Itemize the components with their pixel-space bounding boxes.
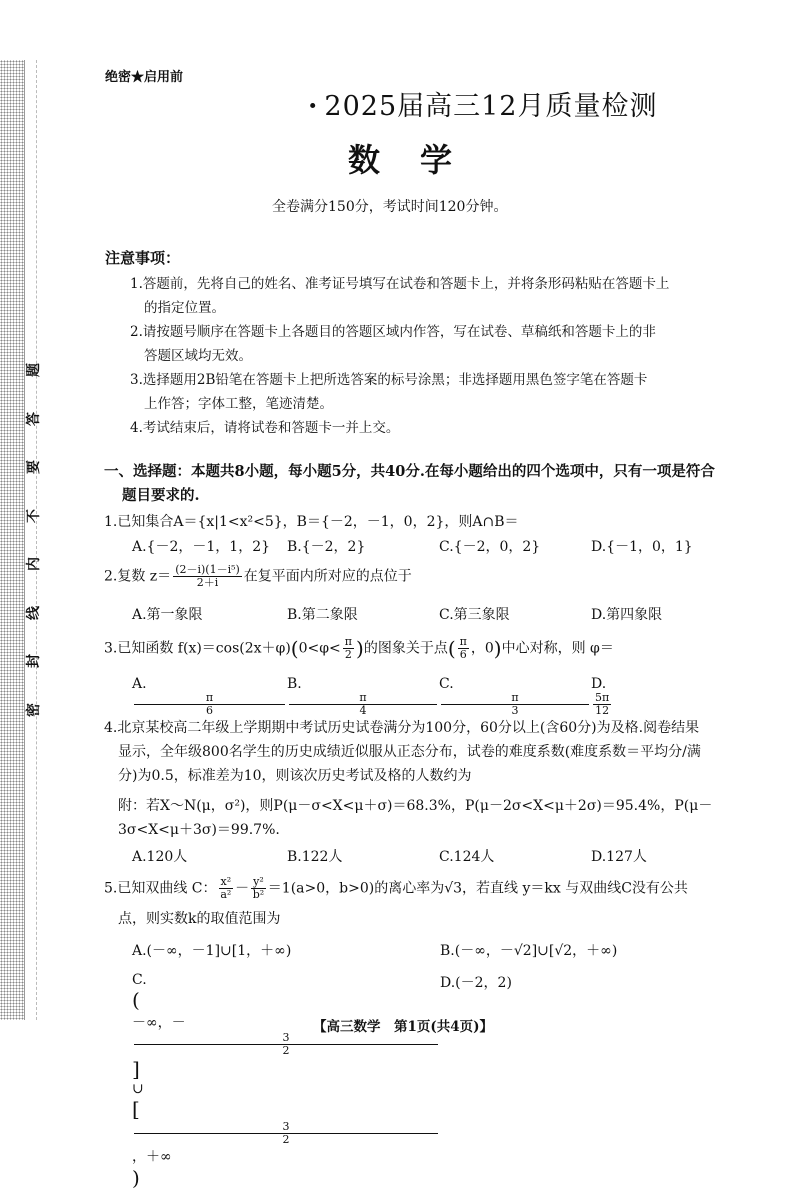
- question-1-options: [132, 536, 732, 556]
- question-4-stem: 4.北京某校高二年级上学期期中考试历史试卷满分为100分，60分以上(含60分)为及格.阅卷结果 显示，全年级800名学生的历史成绩近似服从正态分布，试卷的难度系数(难度系数＝平均分/满 分)为0.5，标准差为10，则该次历史考试及格的人数约为 附：若X～N(μ，σ²)，则P(μ－σ<X<μ＋σ)＝68.3%，P(μ－2σ<X<μ＋2σ)＝95.4%，P(μ－ 3σ<X<μ＋3σ)＝99.7%.: [104, 720, 713, 838]
- notice-item: 3.选择题用2B铅笔在答题卡上把所选答案的标号涂黑；非选择题用黑色签字笔在答题卡 上作答；字体工整，笔迹清楚。: [130, 372, 648, 412]
- option-d: D.(－2，2): [440, 975, 512, 991]
- option-d: D.{－1，0，1}: [591, 539, 693, 555]
- section-heading: 一、选择题：本题共8小题，每小题5分，共40分.在每小题给出的四个选项中，只有一项是符合 题目要求的.: [104, 463, 715, 504]
- option-c: C.第三象限: [439, 607, 510, 623]
- option-a: A.(－∞，－1]∪[1，＋∞): [132, 943, 292, 959]
- question-5-stem: 5.已知双曲线 C： $\frac{\text{x²}}{\text{a²}}$ － $\frac{\text{y²}}{\text{b²}}$ ＝1(a>0，b>0)的离心率为√3，若直线 y＝kx 与双曲线C没有公共 点，则实数k的取值范围为: [104, 875, 688, 927]
- exam-meta: 全卷满分150分，考试时间120分钟。: [272, 199, 508, 215]
- option-b: B. π 4: [287, 676, 439, 717]
- option-a: A.120人: [132, 849, 188, 865]
- seal-line-text: 题 答 要 不 内 线 封 密: [26, 363, 42, 717]
- option-c: C.{－2，0，2}: [439, 539, 541, 555]
- option-d: D.第四象限: [591, 607, 663, 623]
- notice-item: 1.答题前，先将自己的姓名、准考证号填写在试卷和答题卡上，并将条形码粘贴在答题卡上 的指定位置。: [130, 276, 670, 316]
- option-b: B.{－2，2}: [287, 539, 366, 555]
- question-5-options-row1: [132, 940, 732, 960]
- option-b: B.(－∞，－√2]∪[√2，＋∞): [440, 943, 618, 959]
- fraction: $\frac{\pi}{2}$: [344, 635, 353, 661]
- fraction: $\frac{\text{(2－i)(1－i⁵)}}{2+i}$: [175, 563, 240, 589]
- question-3-options: [132, 676, 732, 717]
- subject-title: 数学: [348, 141, 493, 179]
- option-c: C. π 3: [439, 676, 591, 717]
- option-a: A. π 6: [132, 676, 287, 717]
- option-a: A.第一象限: [132, 607, 203, 623]
- option-b: B.第二象限: [287, 607, 358, 623]
- exam-title: · 2025届高三12月质量检测: [308, 91, 658, 122]
- notice-item: 2.请按题号顺序在答题卡上各题目的答题区域内作答，写在试卷、草稿纸和答题卡上的非 答题区域均无效。: [130, 324, 656, 364]
- question-1-stem: 1.已知集合A＝{x|1<x²<5}，B＝{－2，－1，0，2}，则A∩B＝: [104, 514, 519, 530]
- binding-margin-pattern: [0, 60, 25, 1020]
- option-c: C. ( －∞，－ 3 2 ] ∪ [ 3 2 ，＋∞ ): [132, 972, 440, 1190]
- question-2-options: [132, 604, 732, 624]
- fraction: $\frac{\pi}{6}$: [459, 635, 467, 661]
- question-4-options: [132, 846, 732, 866]
- option-a: A.{－2，－1，1，2}: [132, 539, 271, 555]
- secret-label: 绝密★启用前: [105, 70, 184, 85]
- notice-heading: 注意事项：: [105, 249, 181, 267]
- notice-list: [130, 272, 730, 440]
- page-footer: 【高三数学 第1页(共4页)】: [313, 1019, 494, 1035]
- option-b: B.122人: [287, 849, 343, 865]
- question-2-stem: 2.复数 z＝ $\frac{\text{(2－i)(1－i⁵)}}{2+i}$ 在复平面内所对应的点位于: [104, 563, 412, 589]
- notice-item: 4.考试结束后，请将试卷和答题卡一并上交。: [130, 420, 400, 436]
- option-c: C.124人: [439, 849, 495, 865]
- question-3-stem: 3.已知函数 f(x)＝cos(2x＋φ)(0<φ< $\frac{\pi}{2}$ )的图象关于点( $\frac{\pi}{6}$ ，0)中心对称，则 φ＝: [104, 635, 614, 661]
- question-5-options-row2: [132, 972, 732, 1190]
- option-d: D. 5π 12: [591, 676, 610, 717]
- option-d: D.127人: [591, 849, 647, 865]
